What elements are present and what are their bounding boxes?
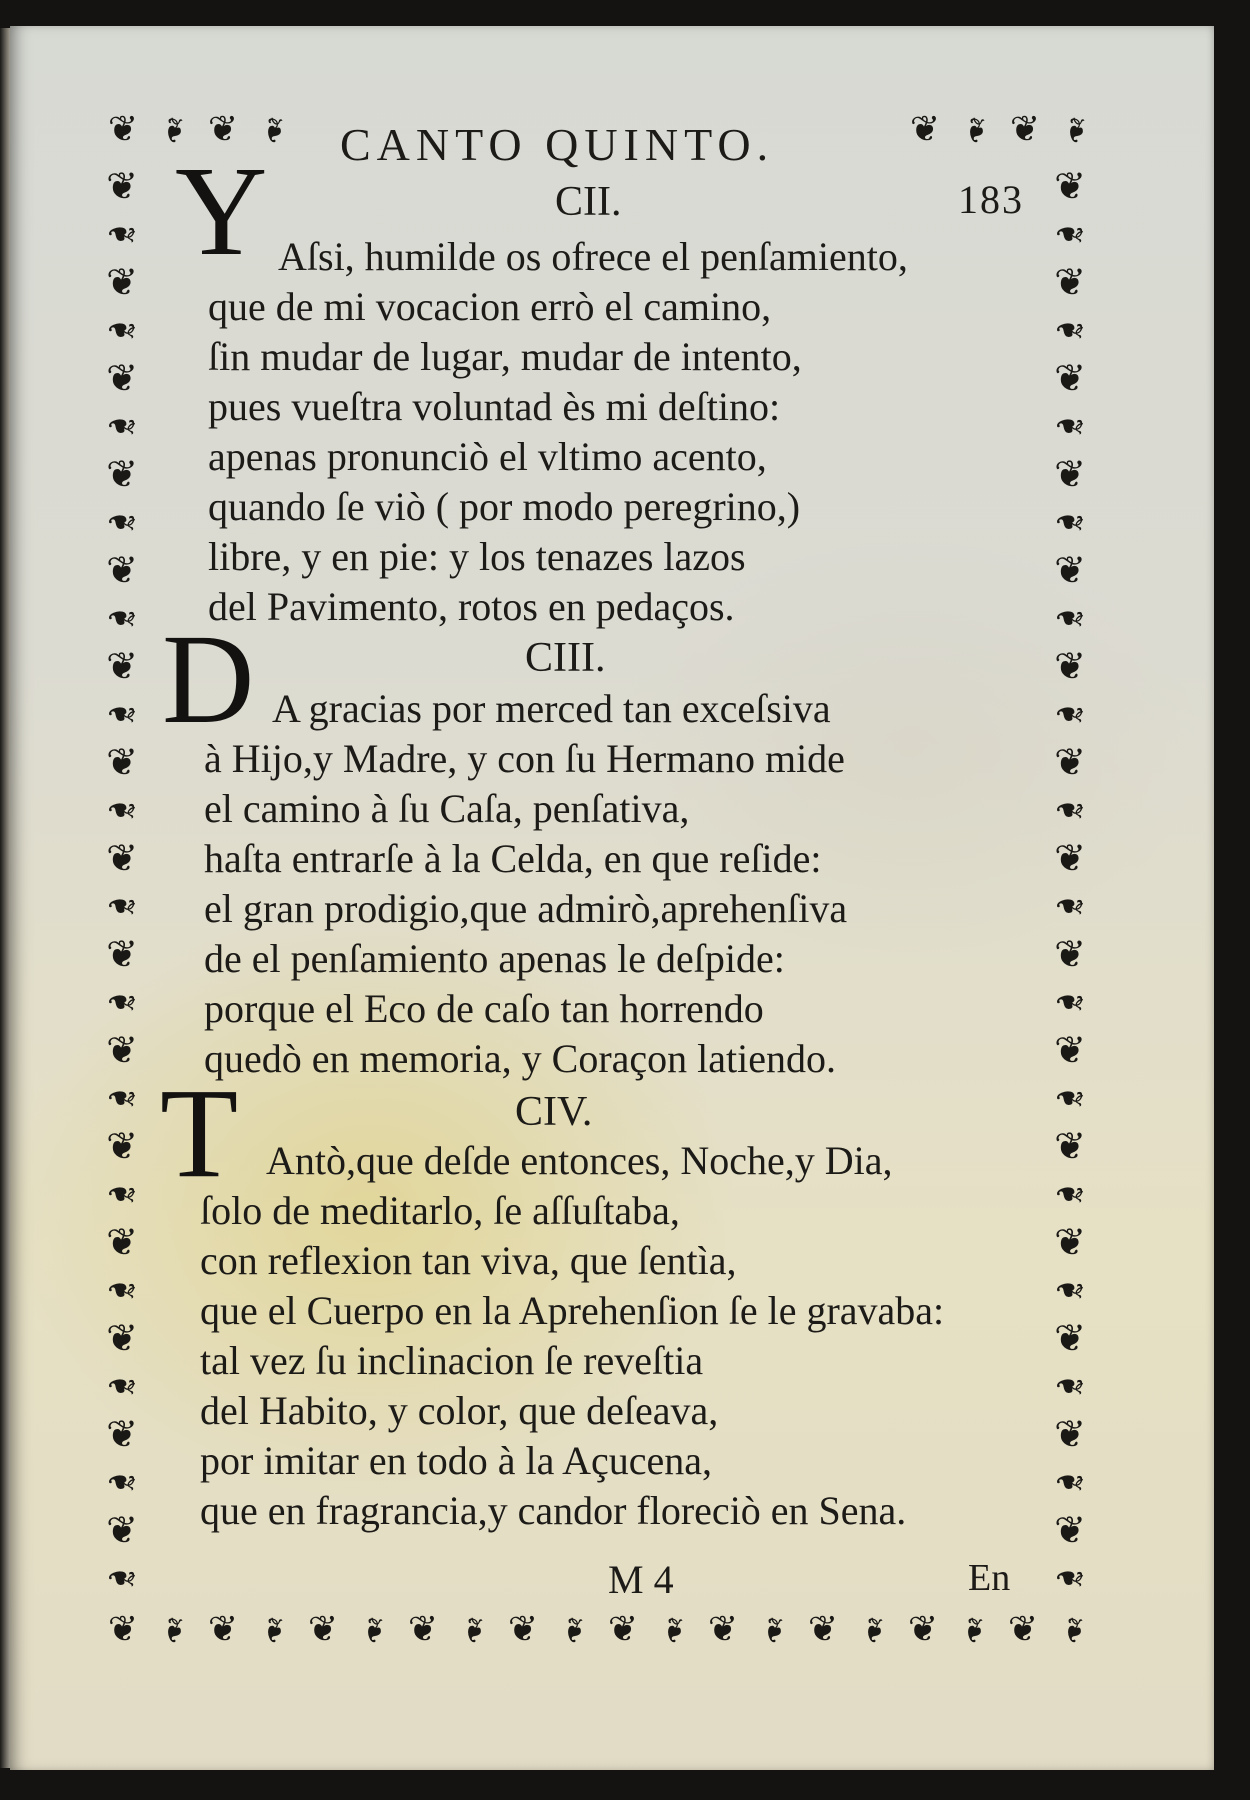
fleuron-ornament-icon: ❧: [153, 1614, 194, 1646]
fleuron-ornament-icon: ❧: [253, 1614, 294, 1646]
fleuron-ornament-icon: ❦: [407, 1609, 439, 1650]
fleuron-ornament-icon: ❧: [106, 1268, 138, 1312]
fleuron-ornament-icon: ❧: [153, 114, 194, 146]
fleuron-ornament-icon: ❦: [106, 356, 138, 400]
fleuron-ornament-icon: ❦: [1054, 644, 1086, 688]
verse-line: pues vueſtra voluntad ès mi deſtino:: [208, 384, 781, 429]
fleuron-ornament-icon: ❧: [106, 1364, 138, 1408]
fleuron-ornament-icon: ❧: [106, 1460, 138, 1504]
fleuron-ornament-icon: ❦: [106, 1028, 138, 1072]
fleuron-ornament-icon: ❦: [207, 109, 239, 150]
fleuron-ornament-icon: ❦: [1054, 836, 1086, 880]
fleuron-ornament-icon: ❧: [1054, 212, 1086, 256]
verse-line: Aſsi, humilde os ofrece el penſamiento,: [278, 234, 908, 279]
fleuron-ornament-icon: ❧: [1053, 1614, 1094, 1646]
fleuron-ornament-icon: ❦: [106, 1220, 138, 1264]
fleuron-ornament-icon: ❧: [1054, 404, 1086, 448]
verse-line: apenas pronunciò el vltimo acento,: [208, 434, 767, 479]
fleuron-ornament-icon: ❧: [453, 1614, 494, 1646]
verse-line: ſolo de meditarlo, ſe aſſuſtaba,: [200, 1188, 680, 1233]
bleed-through-shading: [840, 66, 1170, 1626]
fleuron-ornament-icon: ❧: [106, 788, 138, 832]
fleuron-ornament-icon: ❧: [106, 884, 138, 928]
verse-line: quando ſe viò ( por modo peregrino,): [208, 484, 801, 529]
fleuron-ornament-icon: ❦: [1054, 164, 1086, 208]
fleuron-ornament-icon: ❧: [106, 308, 138, 352]
verse-line: por imitar en todo à la Açucena,: [200, 1438, 713, 1483]
fleuron-ornament-icon: ❧: [106, 1556, 138, 1600]
fleuron-ornament-icon: ❧: [1054, 980, 1086, 1024]
fleuron-ornament-icon: ❦: [106, 260, 138, 304]
fleuron-ornament-icon: ❧: [106, 1172, 138, 1216]
fleuron-ornament-icon: ❦: [106, 548, 138, 592]
fleuron-ornament-icon: ❧: [106, 692, 138, 736]
fleuron-ornament-icon: ❦: [307, 1609, 339, 1650]
fleuron-ornament-icon: ❧: [1054, 1076, 1086, 1120]
fleuron-ornament-icon: ❦: [1054, 548, 1086, 592]
fleuron-ornament-icon: ❧: [1054, 308, 1086, 352]
fleuron-ornament-icon: ❧: [1054, 884, 1086, 928]
fleuron-ornament-icon: ❦: [106, 836, 138, 880]
fleuron-ornament-icon: ❦: [106, 452, 138, 496]
stanza-number: CIII.: [525, 635, 606, 681]
fleuron-ornament-icon: ❦: [1054, 1412, 1086, 1456]
running-header-title: CANTO QUINTO.: [340, 119, 775, 170]
fleuron-ornament-icon: ❧: [1055, 114, 1096, 146]
fleuron-ornament-icon: ❦: [207, 1609, 239, 1650]
left-ornament-column: [96, 162, 148, 1602]
fleuron-ornament-icon: ❧: [1054, 1556, 1086, 1600]
fleuron-ornament-icon: ❦: [107, 109, 139, 150]
fleuron-ornament-icon: ❧: [1054, 788, 1086, 832]
verse-line: à Hijo,y Madre, y con ſu Hermano mide: [204, 736, 845, 781]
fleuron-ornament-icon: ❦: [507, 1609, 539, 1650]
signature-mark: M 4: [608, 1557, 674, 1602]
verse-line: A gracias por merced tan exceſsiva: [272, 686, 831, 731]
fleuron-ornament-icon: ❧: [106, 980, 138, 1024]
fleuron-ornament-icon: ❦: [106, 1508, 138, 1552]
fleuron-ornament-icon: ❦: [907, 1609, 939, 1650]
book-page: [10, 26, 1214, 1770]
fleuron-ornament-icon: ❧: [1054, 1460, 1086, 1504]
drop-cap-letter: T: [160, 1062, 239, 1204]
fleuron-ornament-icon: ❧: [853, 1614, 894, 1646]
stanza-number: CII.: [555, 179, 622, 225]
drop-cap-letter: D: [162, 608, 255, 750]
fleuron-ornament-icon: ❦: [807, 1609, 839, 1650]
fleuron-ornament-icon: ❧: [106, 212, 138, 256]
page-number: 183: [958, 177, 1024, 222]
verse-line: haſta entrarſe à la Celda, en que reſide:: [204, 836, 822, 881]
fleuron-ornament-icon: ❧: [1054, 500, 1086, 544]
fleuron-ornament-icon: ❧: [955, 114, 996, 146]
verse-line: quedò en memoria, y Coraçon latiendo.: [204, 1036, 837, 1081]
fleuron-ornament-icon: ❦: [607, 1609, 639, 1650]
fleuron-ornament-icon: ❦: [106, 1124, 138, 1168]
fleuron-ornament-icon: ❦: [909, 109, 941, 150]
fleuron-ornament-icon: ❦: [106, 644, 138, 688]
fleuron-ornament-icon: ❧: [953, 1614, 994, 1646]
fleuron-ornament-icon: ❦: [106, 1412, 138, 1456]
verse-line: el gran prodigio,que admirò,aprehenſiva: [204, 886, 848, 931]
fleuron-ornament-icon: ❧: [106, 596, 138, 640]
verse-line: libre, y en pie: y los tenazes lazos: [208, 534, 746, 579]
fleuron-ornament-icon: ❦: [1054, 932, 1086, 976]
verse-line: porque el Eco de caſo tan horrendo: [204, 986, 764, 1031]
fleuron-ornament-icon: ❦: [1054, 356, 1086, 400]
fleuron-ornament-icon: ❧: [1054, 1172, 1086, 1216]
fleuron-ornament-icon: ❦: [1054, 1220, 1086, 1264]
fleuron-ornament-icon: ❦: [1054, 260, 1086, 304]
fleuron-ornament-icon: ❦: [1054, 1508, 1086, 1552]
fleuron-ornament-icon: ❦: [1054, 1316, 1086, 1360]
verse-line: el camino à ſu Caſa, penſativa,: [204, 786, 690, 831]
fleuron-ornament-icon: ❧: [553, 1614, 594, 1646]
fleuron-ornament-icon: ❧: [253, 114, 294, 146]
fleuron-ornament-icon: ❧: [1054, 692, 1086, 736]
verse-line: ſin mudar de lugar, mudar de intento,: [208, 334, 802, 379]
stanza-number: CIV.: [515, 1089, 593, 1135]
fleuron-ornament-icon: ❦: [1054, 740, 1086, 784]
fleuron-ornament-icon: ❧: [753, 1614, 794, 1646]
verse-line: que en fragrancia,y candor floreciò en Sena.: [200, 1488, 907, 1533]
verse-line: que de mi vocacion errò el camino,: [208, 284, 772, 329]
verse-line: que el Cuerpo en la Aprehenſion ſe le gravaba:: [200, 1288, 945, 1333]
fleuron-ornament-icon: ❦: [1007, 1609, 1039, 1650]
fleuron-ornament-icon: ❧: [106, 1076, 138, 1120]
fleuron-ornament-icon: ❦: [107, 1609, 139, 1650]
fleuron-ornament-icon: ❧: [1054, 1364, 1086, 1408]
fleuron-ornament-icon: ❦: [106, 164, 138, 208]
fleuron-ornament-icon: ❧: [106, 500, 138, 544]
right-ornament-column: [1044, 162, 1096, 1602]
fleuron-ornament-icon: ❧: [1054, 1268, 1086, 1312]
verse-line: Antò,que deſde entonces, Noche,y Dia,: [266, 1138, 893, 1183]
fleuron-ornament-icon: ❦: [1009, 109, 1041, 150]
fleuron-ornament-icon: ❦: [707, 1609, 739, 1650]
fleuron-ornament-icon: ❧: [353, 1614, 394, 1646]
bottom-ornament-band: [98, 1604, 1098, 1656]
drop-cap-letter: Y: [175, 140, 268, 282]
verse-line: con reflexion tan viva, que ſentìa,: [200, 1238, 737, 1283]
fleuron-ornament-icon: ❧: [106, 404, 138, 448]
fleuron-ornament-icon: ❦: [106, 740, 138, 784]
top-ornament-band-right: [900, 104, 1100, 156]
fleuron-ornament-icon: ❧: [1054, 596, 1086, 640]
verse-line: del Habito, y color, que deſeava,: [200, 1388, 719, 1433]
fleuron-ornament-icon: ❦: [106, 1316, 138, 1360]
verse-line: tal vez ſu inclinacion ſe reveſtia: [200, 1338, 704, 1383]
fleuron-ornament-icon: ❦: [106, 932, 138, 976]
fleuron-ornament-icon: ❦: [1054, 1028, 1086, 1072]
catchword: En: [968, 1557, 1011, 1599]
verse-line: del Pavimento, rotos en pedaços.: [208, 584, 735, 629]
fleuron-ornament-icon: ❦: [1054, 1124, 1086, 1168]
verse-line: de el penſamiento apenas le deſpide:: [204, 936, 785, 981]
fleuron-ornament-icon: ❦: [1054, 452, 1086, 496]
fleuron-ornament-icon: ❧: [653, 1614, 694, 1646]
